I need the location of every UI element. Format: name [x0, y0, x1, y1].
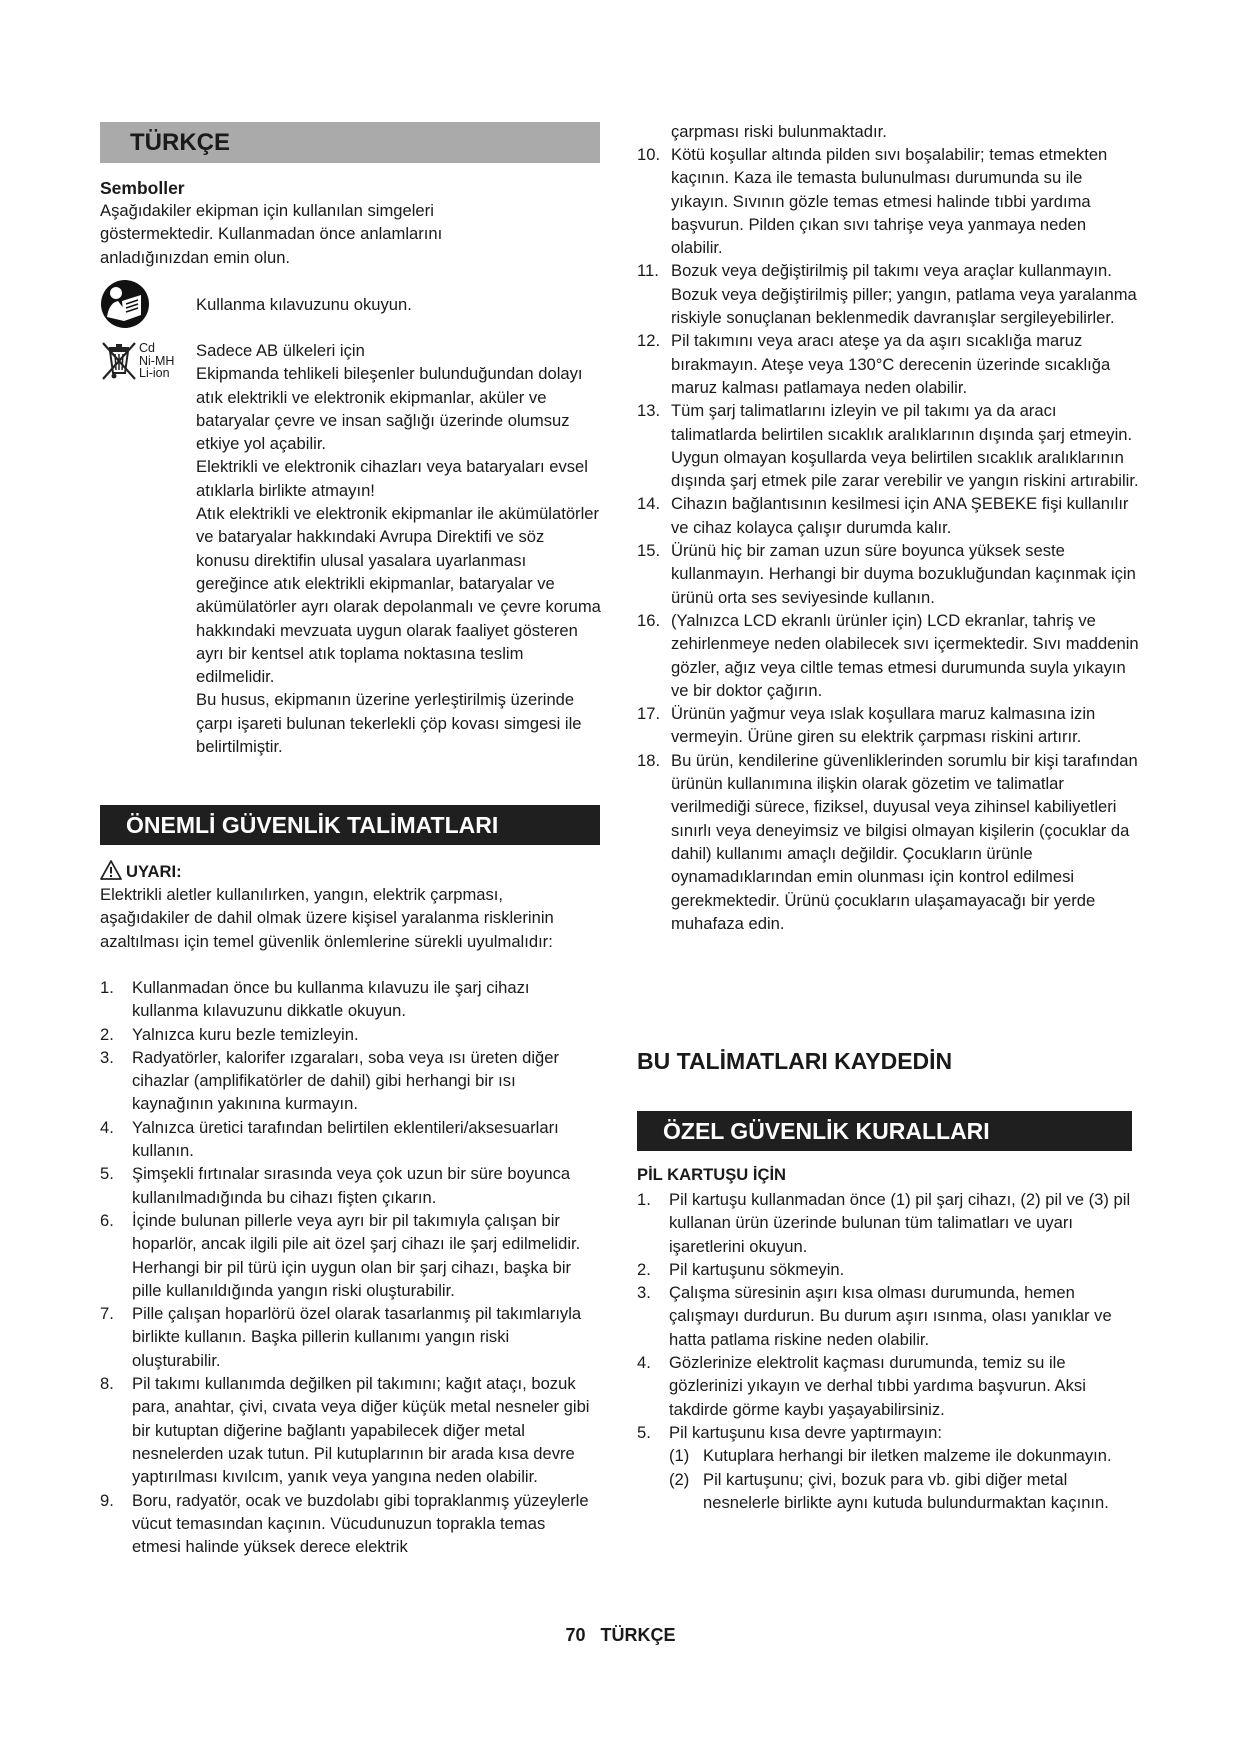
- item-text: Bozuk veya değiştirilmiş pil takımı veya araçlar kullanmayın. Bozuk veya değiştirilmiş piller; yangın, patlama veya yaralanma riskiyle sonuçlanan beklenmedik davranışlar sergileyebilirler.: [671, 261, 1137, 328]
- item-text: Pille çalışan hoparlörü özel olarak tasarlanmış pil takımlarıyla birlikte kullanın. Başka pillerin kullanımı yangın riski oluşturabilir.: [132, 1304, 582, 1370]
- eu-line: Sadece AB ülkeleri için: [196, 341, 365, 360]
- header-important-safety: ÖNEMLİ GÜVENLİK TALİMATLARI: [100, 805, 600, 845]
- item-number: 7.: [100, 1304, 114, 1324]
- item-text: Yalnızca kuru bezle temizleyin.: [132, 1024, 359, 1044]
- item-number: 17.: [637, 704, 661, 724]
- item-number: 4.: [100, 1117, 114, 1137]
- item-number: (1): [669, 1446, 690, 1466]
- battery-list: [637, 1188, 1142, 1514]
- list-item: [637, 143, 1142, 259]
- bin-labels: [139, 342, 174, 380]
- list-item: [100, 1209, 595, 1302]
- list-item: [637, 749, 1142, 935]
- item-number: 2.: [100, 1024, 114, 1044]
- item-number: 1.: [100, 978, 114, 997]
- crossed-bin-icon: [100, 339, 140, 383]
- item-text: Ürünün yağmur veya ıslak koşullara maruz kalmasına izin vermeyin. Ürüne giren su elektrik çarpması riskini artırır.: [671, 704, 1096, 747]
- item-number: 13.: [637, 401, 661, 421]
- battery-title: PİL KARTUŞU İÇİN: [637, 1165, 787, 1184]
- list-item: [637, 259, 1142, 329]
- item-number: 1.: [637, 1190, 651, 1209]
- item-number: 16.: [637, 610, 661, 630]
- list-item: [100, 1023, 595, 1046]
- manual-text: Kullanma kılavuzunu okuyun.: [196, 295, 412, 314]
- item-number: 15.: [637, 541, 661, 561]
- item-text: Tüm şarj talimatlarını izleyin ve pil takımı ya da aracı talimatlarda belirtilen sıcaklık aralıklarının dışında şarj etmeyin. Uygun olmayan koşullarda veya belirtilen sıcaklık aralıklarının dışında şarj etmek pile zarar verebilir ve yangın riskini artırabilir.: [671, 401, 1139, 491]
- eu-line: Bu husus, ekipmanın üzerine yerleştirilmiş üzerinde çarpı işareti bulunan tekerlekli çöp kovası simgesi ile belirtilmiştir.: [196, 690, 582, 757]
- list-item: [637, 1258, 1142, 1281]
- item-number: 9.: [100, 1490, 114, 1510]
- item-text: Çalışma süresinin aşırı kısa olması durumunda, hemen çalışmayı durdurun. Bu durum aşırı ısınma, olası yanıklar ve hatta patlama riskine neden olabilir.: [669, 1283, 1112, 1349]
- item-number: 4.: [637, 1353, 651, 1373]
- list-item: [637, 539, 1142, 609]
- eu-line: Atık elektrikli ve elektronik ekipmanlar ile akümülatörler ve bataryalar hakkındaki Avrupa Direktifi ve söz konusu direktifin ulusal yasalara uyarlanması gereğince atık elektrikli ekipmanlar, bataryalar ve akümülatörler ayrı olarak depolanmalı ve çevre koruma hakkındaki mevzuata uygun olarak faaliyet gösteren ayrı bir kentsel atık toplama noktasına teslim edilmelidir.: [196, 504, 601, 687]
- item-number: 5.: [100, 1164, 114, 1184]
- item-text: Şimşekli fırtınalar sırasında veya çok uzun bir süre boyunca kullanılmadığında bu cihazı fişten çıkarın.: [132, 1164, 571, 1207]
- item-text: Ürünü hiç bir zaman uzun süre boyunca yüksek seste kullanmayın. Herhangi bir duyma bozukluğundan kaçınmak için ürünü orta ses seviyesinde kullanın.: [671, 541, 1136, 607]
- eu-line: Elektrikli ve elektronik cihazları veya bataryaları evsel atıklarla birlikte atmayın!: [196, 457, 588, 500]
- warning-icon: [100, 860, 122, 880]
- bin-label-nimh: Ni-MH: [139, 353, 175, 368]
- item-text: İçinde bulunan pillerle veya ayrı bir pil takımıyla çalışan bir hoparlör, ancak ilgili pile ait özel şarj cihazı ile şarj edilmelidir. Herhangi bir pil türü için uygun olan bir şarj cihazı, başka bir pille kullanıldığında yangın riski oluşturabilir.: [132, 1210, 581, 1300]
- list-item: [637, 1351, 1142, 1421]
- item-number: 11.: [637, 261, 659, 281]
- symbols-title: Semboller: [100, 178, 185, 198]
- warning-text: Elektrikli aletler kullanılırken, yangın, elektrik çarpması, aşağıdakiler de dahil olmak üzere kişisel yaralanma risklerinin azaltılması için temel güvenlik önlemlerine sürekli uyulmalıdır:: [100, 885, 554, 951]
- item-text: Pil takımını veya aracı ateşe ya da aşırı sıcaklığa maruz bırakmayın. Ateşe veya 130°C derecenin üzerinde sıcaklığa maruz kalması patlamaya neden olabilir.: [671, 331, 1111, 397]
- list-item: [637, 399, 1142, 492]
- list-item: [637, 1281, 1142, 1351]
- list-item: [637, 702, 1142, 749]
- list-item: [100, 976, 595, 1023]
- list-item: [100, 1046, 595, 1116]
- item-number: 12.: [637, 331, 661, 351]
- eu-disposal-text: [196, 339, 601, 758]
- item-text: Gözlerinize elektrolit kaçması durumunda, temiz su ile gözlerinizi yıkayın ve derhal tıbbi yardıma başvurun. Aksi takdirde görme kaybı yaşayabilirsiniz.: [669, 1353, 1086, 1419]
- safety-list-continued: [637, 143, 1142, 935]
- list-item: [637, 609, 1142, 702]
- item-text: Bu ürün, kendilerine güvenliklerinden sorumlu bir kişi tarafından ürünün kullanımına ilişkin olarak gözetim ve talimatlar verilmediği sürece, fiziksel, duyusal veya zihinsel kabiliyetleri sınırlı veya deneyimsiz ve bilgisi olmayan kişilerin (çocuklar da dahil) kullanımı amaçlı değildir. Çocukların ürünle oynamadıklarından emin olunması için kontrol edilmesi gerekmektedir. Ürünü çocukların ulaşamayacağı bir yerde muhafaza edin.: [671, 750, 1138, 933]
- item-number: 6.: [100, 1210, 114, 1230]
- item-number: 8.: [100, 1374, 114, 1394]
- list-item: [100, 1302, 595, 1372]
- bin-label-liion: Li-ion: [139, 366, 170, 380]
- item-number: 18.: [637, 750, 661, 770]
- item-number: 14.: [637, 494, 661, 514]
- symbols-intro: Aşağıdakiler ekipman için kullanılan simgeleri göstermektedir. Kullanmadan önce anlamlarını anladığınızdan emin olun.: [100, 201, 443, 267]
- item-text: Yalnızca üretici tarafından belirtilen eklentileri/aksesuarları kullanın.: [132, 1117, 559, 1161]
- read-manual-icon: [100, 279, 150, 329]
- list-item: [100, 1116, 595, 1163]
- item-text: Radyatörler, kalorifer ızgaraları, soba veya ısı üreten diğer cihazlar (amplifikatörler de dahil) gibi herhangi bir ısı kaynağının yakınına kurmayın.: [132, 1047, 560, 1114]
- list-item: [637, 1188, 1142, 1258]
- item-text: Cihazın bağlantısının kesilmesi için ANA ŞEBEKE fişi kullanılır ve cihaz kolayca çalışır durumda kalır.: [671, 494, 1129, 537]
- safety-list: [100, 976, 595, 1558]
- list-item: [637, 329, 1142, 399]
- item-number: 5.: [637, 1422, 651, 1442]
- item-number: (2): [669, 1469, 690, 1489]
- list-item: [100, 1489, 595, 1559]
- page-footer: 70 TÜRKÇE: [565, 1625, 676, 1645]
- list-item: [637, 492, 1142, 539]
- continuation-text: çarpması riski bulunmaktadır.: [671, 122, 887, 141]
- header-turkce: TÜRKÇE: [100, 122, 600, 163]
- item-text: Kullanmadan önce bu kullanma kılavuzu ile şarj cihazı kullanma kılavuzunu dikkatle okuyun.: [132, 978, 530, 1021]
- item-number: 2.: [637, 1259, 651, 1279]
- list-item: [100, 1162, 595, 1209]
- warning-label: UYARI:: [126, 862, 182, 881]
- item-text: Pil kartuşunu kısa devre yaptırmayın:: [669, 1422, 942, 1442]
- item-text: (Yalnızca LCD ekranlı ürünler için) LCD ekranlar, tahriş ve zehirlenmeye neden olabilecek sıvı içermektedir. Sıvı maddenin gözler, ağız veya ciltle temas etmesi durumunda suyla yıkayın ve bir doktor çağırın.: [671, 610, 1139, 700]
- eu-line: Ekipmanda tehlikeli bileşenler bulunduğundan dolayı atık elektrikli ve elektronik ekipmanlar, aküler ve bataryalar çevre ve insan sağlığı üzerinde olumsuz etkiye yol açabilir.: [196, 364, 583, 454]
- item-text: Kutuplara herhangi bir iletken malzeme ile dokunmayın.: [703, 1446, 1112, 1466]
- list-item: [100, 1372, 595, 1488]
- item-text: Kötü koşullar altında pilden sıvı boşalabilir; temas etmekten kaçının. Kaza ile temasta bulunulması durumunda su ile yıkayın. Sıvının gözle temas etmesi halinde tıbbi yardıma başvurun. Pilden çıkan sıvı tahrişe veya yanmaya neden olabilir.: [671, 145, 1108, 258]
- bin-label-cd: Cd: [139, 341, 155, 355]
- item-number: 3.: [100, 1047, 114, 1067]
- item-text: Pil kartuşu kullanmadan önce (1) pil şarj cihazı, (2) pil ve (3) pil kullanan ürün üzerinde bulunan tüm talimatları ve uyarı işaretlerini okuyun.: [669, 1190, 1131, 1256]
- list-item: [637, 1421, 1142, 1444]
- item-number: 3.: [637, 1283, 651, 1303]
- item-number: 10.: [637, 145, 661, 164]
- item-text: Pil kartuşunu sökmeyin.: [669, 1259, 845, 1279]
- save-instructions-heading: BU TALİMATLARI KAYDEDİN: [637, 1048, 953, 1074]
- header-special-safety: ÖZEL GÜVENLİK KURALLARI: [637, 1111, 1132, 1151]
- item-text: Boru, radyatör, ocak ve buzdolabı gibi topraklanmış yüzeylerle vücut temasından kaçının. Vücudunuzun toprakla temas etmesi halinde yüksek derece elektrik: [132, 1490, 589, 1557]
- item-text: Pil takımı kullanımda değilken pil takımını; kağıt ataçı, bozuk para, anahtar, çivi, cıvata veya diğer küçük metal nesneler gibi bir kutuptan diğerine bağlantı yapabilecek diğer metal nesnelerden uzak tutun. Pil kutuplarının bir arada kısa devre yaptırılması kıvılcım, yanık veya yangına neden olabilir.: [132, 1374, 590, 1487]
- sub-list-item: [637, 1444, 1142, 1467]
- sub-list-item: [637, 1468, 1142, 1515]
- item-text: Pil kartuşunu; çivi, bozuk para vb. gibi diğer metal nesnelerle birlikte aynı kutuda bulundurmaktan kaçının.: [703, 1469, 1109, 1512]
